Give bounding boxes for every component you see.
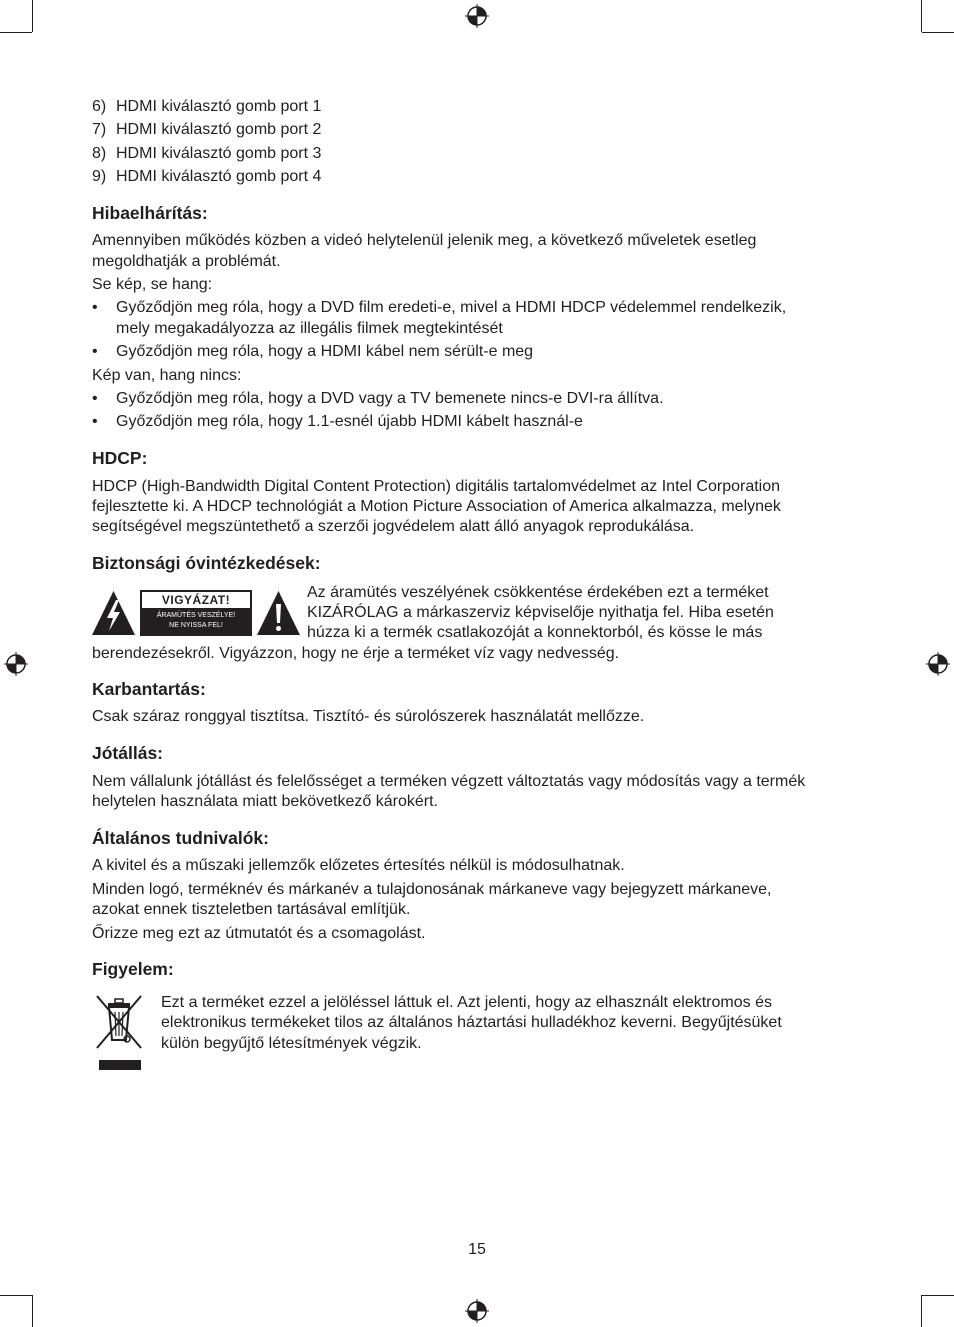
registration-mark-icon bbox=[465, 4, 489, 28]
crop-mark-bl-v bbox=[32, 1295, 33, 1327]
bullet-text: Győződjön meg róla, hogy a HDMI kábel nem sérült-e meg bbox=[116, 343, 534, 360]
paragraph-line: fejlesztette ki. A HDCP technológiát a Motion Picture Association of America alkalmazza, melynek bbox=[92, 498, 781, 515]
paragraph-line: megoldhatják a problémát. bbox=[92, 253, 281, 270]
list-item: 7) HDMI kiválasztó gomb port 2 bbox=[92, 121, 322, 138]
paragraph-line: elektronikus termékeket tilos az általános háztartási hulladékhoz keverni. Begyűjtésüket bbox=[161, 1014, 782, 1031]
section-heading-maintenance: Karbantartás: bbox=[92, 679, 206, 699]
paragraph-line: azokat ennek tiszteletben tartásával említjük. bbox=[92, 901, 411, 918]
paragraph-line: Őrizze meg ezt az útmutatót és a csomagolást. bbox=[92, 925, 426, 942]
list-item: 8) HDMI kiválasztó gomb port 3 bbox=[92, 145, 322, 162]
registration-mark-icon bbox=[926, 652, 950, 676]
crop-mark-br-v bbox=[921, 1295, 922, 1327]
registration-mark-icon bbox=[465, 1299, 489, 1323]
bullet-text: Győződjön meg róla, hogy 1.1-esnél újabb HDMI kábelt használ-e bbox=[116, 413, 583, 430]
bullet-icon: • bbox=[92, 413, 98, 430]
paragraph-line: Csak száraz ronggyal tisztítsa. Tisztító- és súrolószerek használatát mellőzze. bbox=[92, 708, 645, 725]
paragraph-line: helytelen használata miatt bekövetkező károkért. bbox=[92, 793, 438, 810]
exclamation-warning-icon bbox=[256, 590, 301, 636]
bullet-text: Győződjön meg róla, hogy a DVD vagy a TV bemenete nincs-e DVI-ra állítva. bbox=[116, 390, 664, 407]
crop-mark-br-h bbox=[922, 1295, 954, 1296]
paragraph-line: külön begyűjtő létesítmények végzik. bbox=[161, 1035, 422, 1052]
list-item: 9) HDMI kiválasztó gomb port 4 bbox=[92, 168, 322, 185]
paragraph-line: A kivitel és a műszaki jellemzők előzetes értesítés nélkül is módosulhatnak. bbox=[92, 857, 625, 874]
bullet-text: mely megakadályozza az illegális filmek megtekintését bbox=[116, 320, 503, 337]
paragraph-line: Amennyiben működés közben a videó helytelenül jelenik meg, a következő műveletek esetleg bbox=[92, 232, 757, 249]
caution-title: VIGYÁZAT! bbox=[142, 592, 250, 608]
weee-crossed-bin-icon bbox=[94, 994, 144, 1072]
section-heading-general: Általános tudnivalók: bbox=[92, 828, 269, 848]
case-label: Se kép, se hang: bbox=[92, 276, 213, 293]
paragraph-line: Minden logó, terméknév és márkanév a tulajdonosának márkaneve vagy bejegyzett márkaneve, bbox=[92, 881, 772, 898]
caution-subtitle: ÁRAMÜTÉS VESZÉLYE! NE NYISSA FEL! bbox=[156, 612, 236, 629]
list-item: 6) HDMI kiválasztó gomb port 1 bbox=[92, 98, 322, 115]
crop-mark-bl-h bbox=[0, 1295, 32, 1296]
section-heading-safety: Biztonsági óvintézkedések: bbox=[92, 553, 321, 573]
paragraph-line: KIZÁRÓLAG a márkaszerviz képviselője nyithatja fel. Hiba esetén bbox=[307, 604, 774, 621]
registration-mark-icon bbox=[4, 652, 28, 676]
crop-mark-tl-v bbox=[32, 0, 33, 32]
section-heading-troubleshooting: Hibaelhárítás: bbox=[92, 203, 208, 223]
paragraph-line: húzza ki a termék csatlakozóját a konnektorból, és kösse le más bbox=[307, 624, 763, 641]
paragraph-line: segítségével megszüntethető a szerzői jogvédelem alatt álló anyagok reprodukálása. bbox=[92, 518, 695, 535]
paragraph-line: Ezt a terméket ezzel a jelöléssel láttuk el. Azt jelenti, hogy az elhasznált elektromos és bbox=[161, 994, 772, 1011]
electric-shock-warning-icon bbox=[91, 590, 136, 636]
paragraph-line: Nem vállalunk jótállást és felelősséget a terméken végzett változtatás vagy módosítás vagy a termék bbox=[92, 773, 806, 790]
section-heading-warranty: Jótállás: bbox=[92, 743, 163, 763]
bullet-icon: • bbox=[92, 390, 98, 407]
section-heading-attention: Figyelem: bbox=[92, 959, 174, 979]
bullet-icon: • bbox=[92, 299, 98, 316]
bullet-icon: • bbox=[92, 343, 98, 360]
paragraph-line: HDCP (High-Bandwidth Digital Content Protection) digitális tartalomvédelmet az Intel Corporation bbox=[92, 478, 781, 495]
crop-mark-tr-h bbox=[922, 32, 954, 33]
crop-mark-tr-v bbox=[921, 0, 922, 32]
caution-label bbox=[140, 590, 252, 636]
paragraph-line: Az áramütés veszélyének csökkentése érdekében ezt a terméket bbox=[307, 584, 769, 601]
page-number: 15 bbox=[468, 1241, 486, 1258]
section-heading-hdcp: HDCP: bbox=[92, 448, 148, 468]
paragraph-line: berendezésekről. Vigyázzon, hogy ne érje a terméket víz vagy nedvesség. bbox=[92, 645, 620, 662]
bullet-text: Győződjön meg róla, hogy a DVD film eredeti-e, mivel a HDMI HDCP védelemmel rendelkezik, bbox=[116, 299, 787, 316]
crop-mark-tl-h bbox=[0, 32, 32, 33]
case-label: Kép van, hang nincs: bbox=[92, 367, 242, 384]
